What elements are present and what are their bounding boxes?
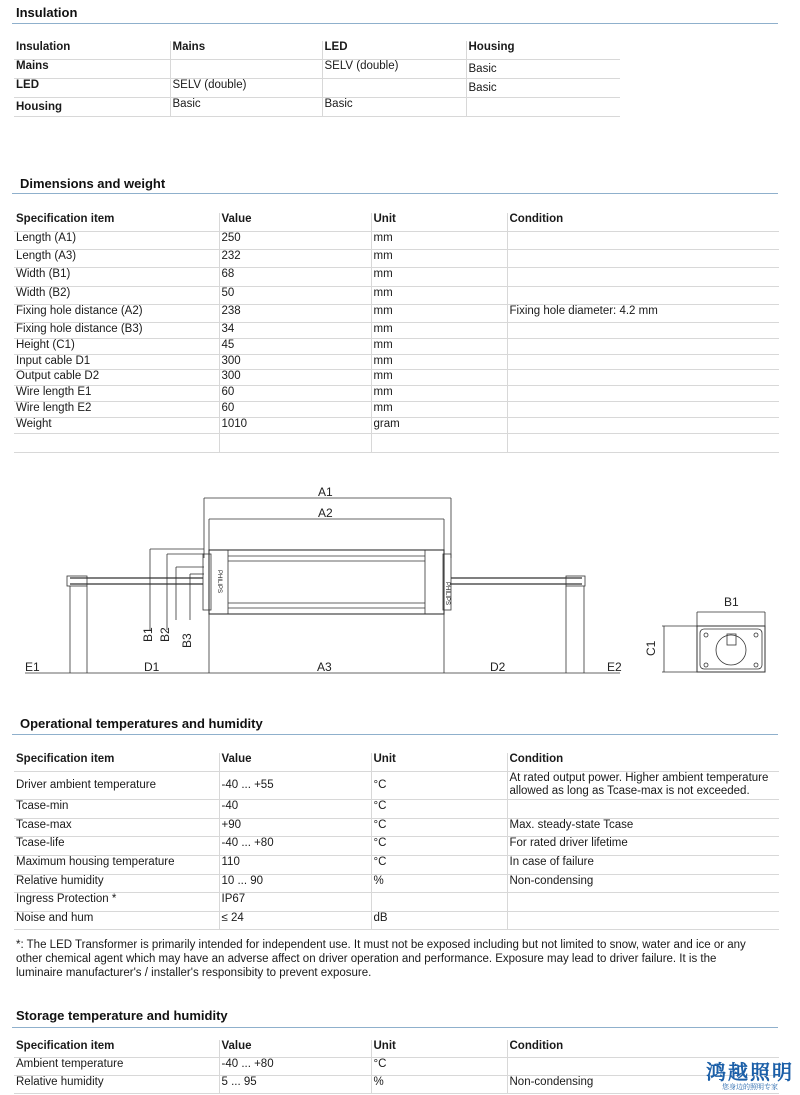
table-cell: 34: [219, 322, 371, 338]
table-row: [14, 1057, 779, 1075]
label-a1: A1: [318, 485, 333, 499]
table-cell: In case of failure: [507, 855, 779, 874]
table-cell: Non-condensing: [507, 874, 779, 892]
table-cell: Ambient temperature: [14, 1057, 219, 1075]
table-cell: °C: [371, 1057, 507, 1075]
storage-title-rule: [12, 1027, 778, 1028]
table-cell: 1010: [219, 417, 371, 433]
table-row: [14, 433, 779, 452]
table-cell: Output cable D2: [14, 369, 219, 385]
storage-table: [14, 1040, 779, 1094]
label-c1: C1: [644, 640, 658, 656]
table-cell: 50: [219, 286, 371, 304]
row-header: Mains: [14, 59, 170, 78]
table-cell: -40 ... +80: [219, 1057, 371, 1075]
table-cell: dB: [371, 911, 507, 929]
table-cell: Width (B1): [14, 267, 219, 286]
table-cell: 250: [219, 231, 371, 249]
table-cell: Tcase-max: [14, 818, 219, 836]
table-cell: Height (C1): [14, 338, 219, 354]
operational-table: [14, 753, 779, 930]
table-cell: [170, 59, 322, 78]
label-side-b1: B1: [724, 595, 739, 609]
company-logo: [706, 1062, 794, 1092]
table-cell: 110: [219, 855, 371, 874]
storage-header-cell: Condition: [507, 1040, 779, 1057]
insulation-title-rule: [12, 23, 778, 24]
table-row: [14, 354, 779, 369]
table-cell: [507, 433, 779, 452]
table-cell: mm: [371, 369, 507, 385]
table-cell: mm: [371, 304, 507, 322]
table-cell: 10 ... 90: [219, 874, 371, 892]
table-cell: [507, 249, 779, 267]
table-cell: °C: [371, 836, 507, 855]
table-cell: 300: [219, 354, 371, 369]
table-cell: Fixing hole distance (A2): [14, 304, 219, 322]
label-e1: E1: [25, 660, 40, 674]
table-cell: [322, 78, 466, 97]
table-row: [14, 304, 779, 322]
table-cell: Length (A3): [14, 249, 219, 267]
dimensions-header-cell: Specification item: [14, 213, 219, 231]
table-row: [14, 836, 779, 855]
table-cell: At rated output power. Higher ambient temperature allowed as long as Tcase-max is not exceeded.: [507, 771, 779, 799]
table-row: [14, 59, 620, 78]
table-cell: IP67: [219, 892, 371, 911]
table-cell: 5 ... 95: [219, 1075, 371, 1093]
insulation-title: Insulation: [16, 5, 78, 20]
dimensions-title-rule: [12, 193, 778, 194]
table-cell: [507, 417, 779, 433]
table-cell: [507, 369, 779, 385]
table-cell: [371, 433, 507, 452]
table-cell: mm: [371, 231, 507, 249]
operational-header-cell: Unit: [371, 753, 507, 771]
label-b3: B3: [180, 633, 194, 648]
operational-title: Operational temperatures and humidity: [20, 716, 263, 731]
storage-header-cell: Specification item: [14, 1040, 219, 1057]
table-cell: 68: [219, 267, 371, 286]
operational-header-cell: Condition: [507, 753, 779, 771]
label-a3: A3: [317, 660, 332, 674]
table-cell: %: [371, 1075, 507, 1093]
table-cell: 60: [219, 401, 371, 417]
table-cell: For rated driver lifetime: [507, 836, 779, 855]
table-cell: Length (A1): [14, 231, 219, 249]
logo-tagline: 您身边的照明专家: [722, 1084, 778, 1091]
table-cell: mm: [371, 354, 507, 369]
table-row: [14, 97, 620, 116]
logo-text: 鸿越照明: [706, 1062, 794, 1084]
operational-header-cell: Value: [219, 753, 371, 771]
table-cell: 238: [219, 304, 371, 322]
dimension-drawing: [0, 470, 800, 685]
table-row: [14, 78, 620, 97]
table-cell: Maximum housing temperature: [14, 855, 219, 874]
dimensions-header-cell: Condition: [507, 213, 779, 231]
storage-title: Storage temperature and humidity: [16, 1008, 228, 1023]
table-row: [14, 249, 779, 267]
table-cell: °C: [371, 855, 507, 874]
table-cell: [507, 799, 779, 818]
table-cell: [507, 892, 779, 911]
table-cell: 60: [219, 385, 371, 401]
table-cell: +90: [219, 818, 371, 836]
table-cell: [219, 433, 371, 452]
table-cell: -40 ... +55: [219, 771, 371, 799]
dimensions-table: [14, 213, 779, 453]
table-cell: [507, 231, 779, 249]
table-cell: SELV (double): [170, 78, 322, 97]
table-cell: mm: [371, 385, 507, 401]
dimensions-header-cell: Unit: [371, 213, 507, 231]
table-cell: [507, 385, 779, 401]
insulation-header-cell: Housing: [466, 41, 620, 59]
table-cell: °C: [371, 771, 507, 799]
table-row: [14, 818, 779, 836]
table-cell: %: [371, 874, 507, 892]
table-cell: -40 ... +80: [219, 836, 371, 855]
row-header: LED: [14, 78, 170, 97]
storage-header-cell: Unit: [371, 1040, 507, 1057]
table-cell: mm: [371, 401, 507, 417]
insulation-header-cell: Insulation: [14, 41, 170, 59]
table-cell: 300: [219, 369, 371, 385]
table-cell: °C: [371, 799, 507, 818]
insulation-header-cell: LED: [322, 41, 466, 59]
brand-mark-right: PHILIPS: [444, 582, 450, 606]
table-cell: Fixing hole diameter: 4.2 mm: [507, 304, 779, 322]
table-cell: [507, 401, 779, 417]
table-cell: Wire length E1: [14, 385, 219, 401]
brand-mark-left: PHILIPS: [216, 570, 222, 594]
insulation-table: [14, 41, 620, 117]
table-row: [14, 369, 779, 385]
table-row: [14, 799, 779, 818]
table-cell: ≤ 24: [219, 911, 371, 929]
table-cell: mm: [371, 286, 507, 304]
dimensions-title: Dimensions and weight: [20, 176, 166, 191]
table-cell: SELV (double): [322, 59, 466, 78]
table-cell: Basic: [170, 97, 322, 116]
table-cell: Basic: [466, 59, 620, 78]
table-row: [14, 267, 779, 286]
table-cell: Noise and hum: [14, 911, 219, 929]
label-d2: D2: [490, 660, 506, 674]
table-cell: mm: [371, 322, 507, 338]
operational-title-rule: [12, 734, 778, 735]
table-cell: [507, 338, 779, 354]
table-cell: Fixing hole distance (B3): [14, 322, 219, 338]
table-cell: [371, 892, 507, 911]
operational-header-cell: Specification item: [14, 753, 219, 771]
table-cell: Wire length E2: [14, 401, 219, 417]
table-cell: Basic: [322, 97, 466, 116]
table-cell: [507, 286, 779, 304]
label-d1: D1: [144, 660, 160, 674]
table-row: [14, 855, 779, 874]
table-cell: 232: [219, 249, 371, 267]
table-cell: mm: [371, 249, 507, 267]
table-cell: Width (B2): [14, 286, 219, 304]
table-cell: Basic: [466, 78, 620, 97]
table-cell: [507, 911, 779, 929]
table-cell: Non-condensing: [507, 1075, 779, 1093]
table-row: [14, 401, 779, 417]
table-cell: Ingress Protection *: [14, 892, 219, 911]
table-row: [14, 286, 779, 304]
table-row: [14, 417, 779, 433]
table-cell: Weight: [14, 417, 219, 433]
table-cell: °C: [371, 818, 507, 836]
table-cell: [14, 433, 219, 452]
table-row: [14, 338, 779, 354]
table-cell: Relative humidity: [14, 874, 219, 892]
dimensions-header-cell: Value: [219, 213, 371, 231]
table-cell: [507, 322, 779, 338]
table-cell: Max. steady-state Tcase: [507, 818, 779, 836]
table-cell: mm: [371, 267, 507, 286]
table-row: [14, 322, 779, 338]
table-cell: Tcase-min: [14, 799, 219, 818]
table-row: [14, 874, 779, 892]
label-a2: A2: [318, 506, 333, 520]
table-cell: Driver ambient temperature: [14, 771, 219, 799]
table-cell: -40: [219, 799, 371, 818]
table-cell: [507, 354, 779, 369]
row-header: Housing: [14, 97, 170, 116]
table-cell: Relative humidity: [14, 1075, 219, 1093]
table-row: [14, 385, 779, 401]
table-row: [14, 1075, 779, 1093]
table-cell: gram: [371, 417, 507, 433]
label-e2: E2: [607, 660, 622, 674]
table-row: [14, 771, 779, 799]
table-cell: [507, 267, 779, 286]
insulation-header-cell: Mains: [170, 41, 322, 59]
table-cell: [466, 97, 620, 116]
table-row: [14, 892, 779, 911]
table-row: [14, 911, 779, 929]
table-cell: Input cable D1: [14, 354, 219, 369]
storage-header-cell: Value: [219, 1040, 371, 1057]
table-cell: Tcase-life: [14, 836, 219, 855]
label-b2: B2: [158, 627, 172, 642]
table-cell: mm: [371, 338, 507, 354]
ingress-footnote: *: The LED Transformer is primarily intended for independent use. It must not be exposed including but not limited to snow, water and ice or any other chemical agent which may have an adverse affect on driver operation and performance. Exposure may lead to driver failure. It is the luminaire manufacturer's / installer's responsibity to prevent exposure.: [16, 939, 746, 979]
label-b1: B1: [141, 627, 155, 642]
table-cell: 45: [219, 338, 371, 354]
table-row: [14, 231, 779, 249]
